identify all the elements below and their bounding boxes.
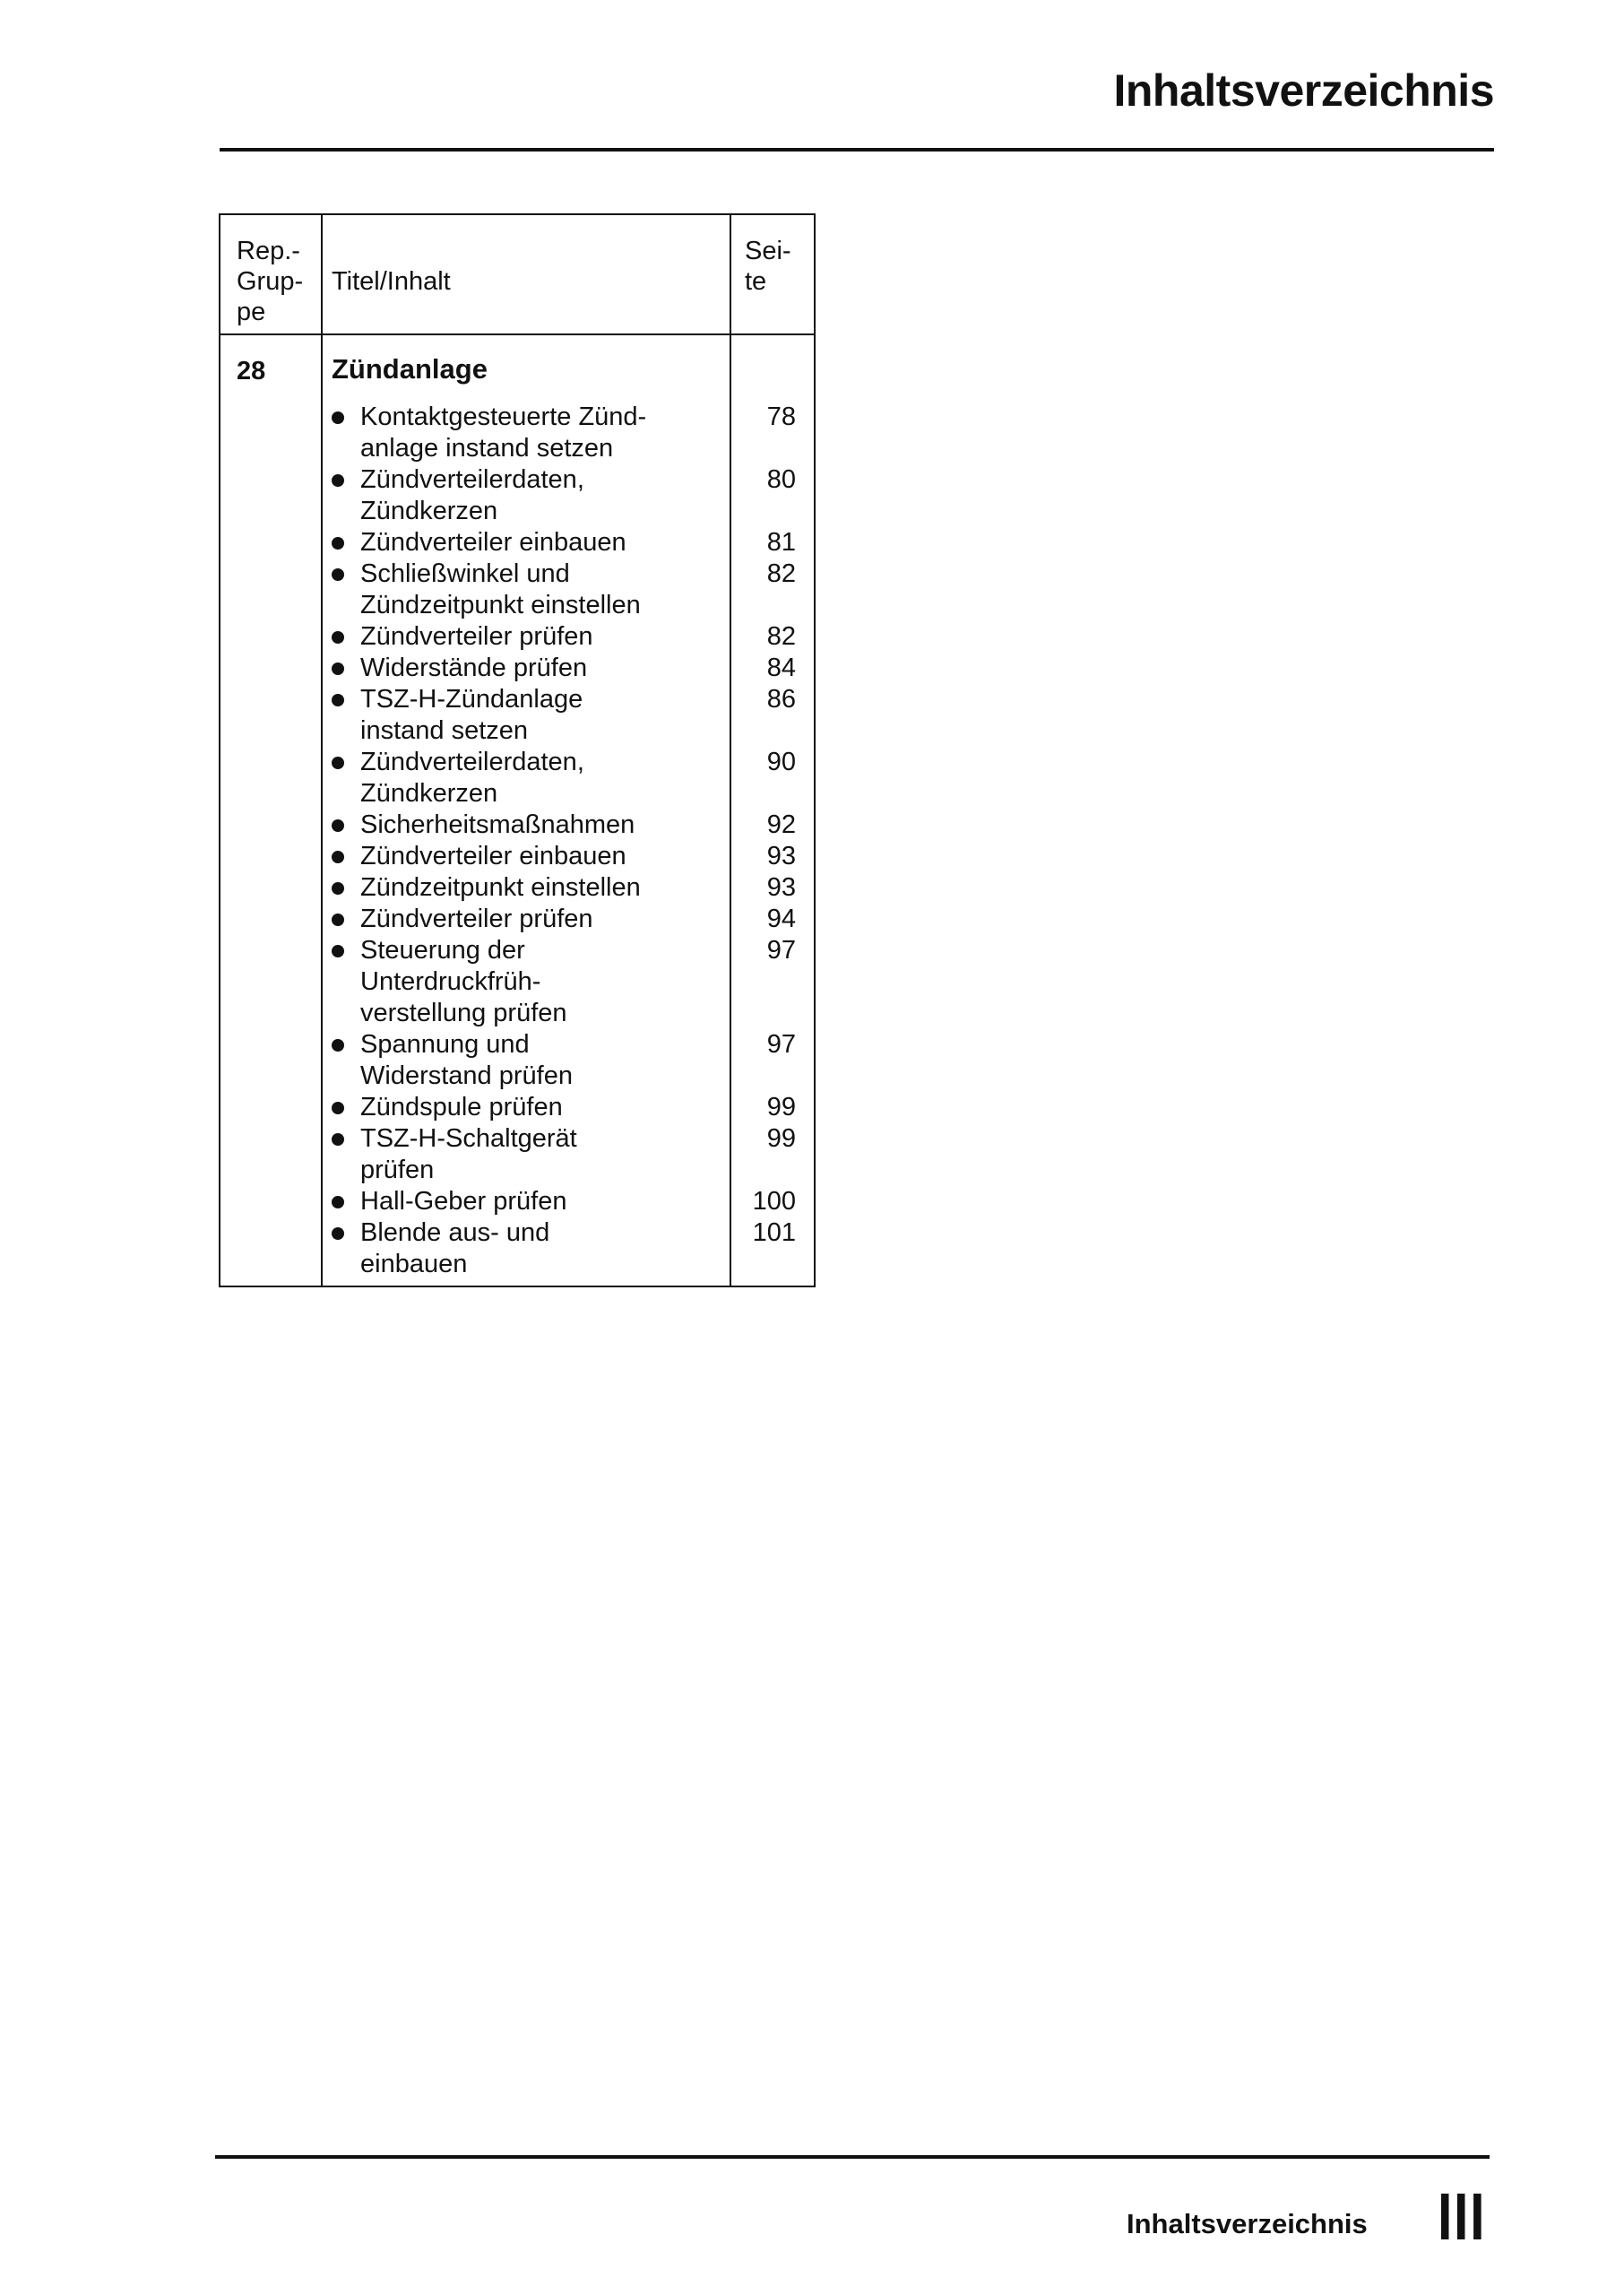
bullet-icon [332,1227,344,1240]
toc-entry-page: 82 [766,559,796,588]
toc-entry-title: TSZ-H-Schaltgerät prüfen [360,1124,577,1184]
toc-entry-title: Zündverteiler prüfen [360,622,593,651]
toc-entry-title: Zündverteiler einbauen [360,842,626,870]
bullet-icon [332,694,344,706]
bullet-icon [332,1133,344,1146]
toc-entry-page: 100 [752,1187,796,1216]
toc-entry-page: 92 [766,810,796,839]
toc-entry [220,810,814,841]
toc-entry [220,747,814,810]
toc-entry-title: Zündzeitpunkt einstellen [360,873,641,902]
toc-entry-page: 90 [766,748,796,776]
toc-entry-page: 101 [752,1218,796,1247]
toc-entry-page: 94 [766,905,796,933]
toc-entry [220,872,814,904]
toc-entry-title: Zündverteilerdaten, Zündkerzen [360,465,584,525]
bullet-icon [332,663,344,675]
toc-entry-title: Hall-Geber prüfen [360,1187,567,1216]
toc-entry-page: 81 [766,528,796,557]
toc-entry-title: Zündverteiler prüfen [360,905,593,933]
toc-entry [220,1092,814,1123]
toc-entry-title: Sicherheitsmaßnahmen [360,810,635,839]
toc-entry-page: 86 [766,685,796,714]
page-title: Inhaltsverzeichnis [1113,65,1494,116]
toc-entry [220,1123,814,1186]
toc-entry-title: TSZ-H-Zündanlage instand setzen [360,685,583,745]
toc-entry-page: 84 [766,654,796,682]
toc-entry [220,621,814,653]
toc-entry [220,1217,814,1280]
toc-table [219,213,816,1287]
toc-entry [220,684,814,747]
footer-page-number: III [1438,2179,1487,2254]
toc-entry-title: Steuerung der Unterdruckfrüh- verstellung prüfen [360,936,567,1027]
toc-entry-page: 80 [766,465,796,494]
bottom-divider [215,2155,1490,2159]
toc-entry [220,402,814,464]
toc-entry [220,1186,814,1217]
toc-entry [220,935,814,1029]
bullet-icon [332,882,344,895]
group-title: Zündanlage [332,353,488,385]
col-header-seite: Sei- te [745,237,791,296]
toc-entry-title: Widerstände prüfen [360,654,588,682]
toc-entry [220,464,814,527]
bullet-icon [332,411,344,424]
toc-entries [220,402,814,1280]
header-divider [220,333,814,335]
col-header-rep-gruppe: Rep.- Grup- pe [237,237,304,326]
bullet-icon [332,914,344,926]
bullet-icon [332,1102,344,1114]
toc-entry-page: 97 [766,1030,796,1059]
toc-entry-title: Zündverteilerdaten, Zündkerzen [360,748,584,808]
bullet-icon [332,945,344,957]
toc-entry [220,1029,814,1092]
group-number: 28 [237,357,266,385]
bullet-icon [332,474,344,487]
bullet-icon [332,1039,344,1052]
top-divider [220,148,1494,152]
toc-entry-page: 93 [766,842,796,870]
bullet-icon [332,757,344,769]
toc-entry-page: 93 [766,873,796,902]
toc-entry-title: Schließwinkel und Zündzeitpunkt einstellen [360,559,641,619]
toc-entry-title: Zündverteiler einbauen [360,528,626,557]
toc-entry [220,653,814,684]
toc-entry [220,841,814,872]
bullet-icon [332,537,344,550]
bullet-icon [332,1196,344,1208]
toc-entry-page: 78 [766,403,796,431]
toc-entry [220,904,814,935]
toc-entry [220,527,814,559]
toc-entry-title: Zündspule prüfen [360,1093,563,1122]
toc-entry [220,559,814,621]
toc-entry-title: Spannung und Widerstand prüfen [360,1030,573,1090]
toc-entry-page: 82 [766,622,796,651]
bullet-icon [332,631,344,644]
toc-entry-title: Kontaktgesteuerte Zünd- anlage instand setzen [360,403,647,463]
toc-entry-page: 99 [766,1093,796,1122]
bullet-icon [332,819,344,832]
footer-label: Inhaltsverzeichnis [1127,2208,1368,2239]
toc-entry-page: 99 [766,1124,796,1153]
toc-entry-page: 97 [766,936,796,965]
bullet-icon [332,851,344,863]
bullet-icon [332,568,344,581]
col-header-title: Titel/Inhalt [332,267,451,296]
toc-entry-title: Blende aus- und einbauen [360,1218,550,1278]
